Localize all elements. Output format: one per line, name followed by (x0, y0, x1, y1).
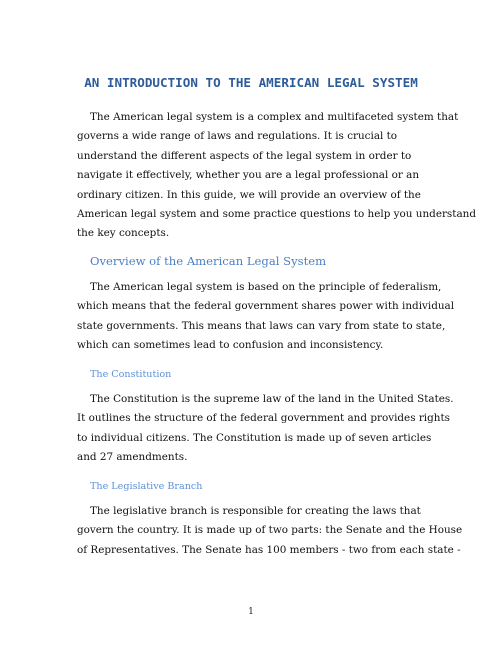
paragraph-line: The American legal system is a complex and multifaceted system that (90, 111, 459, 123)
paragraph-line: to individual citizens. The Constitution is made up of seven articles (77, 431, 432, 444)
paragraph-line: which means that the federal government shares power with individual (77, 300, 455, 313)
paragraph-line: of Representatives. The Senate has 100 members - two from each state - (77, 543, 461, 556)
paragraph-line: govern the country. It is made up of two parts: the Senate and the House (77, 524, 463, 537)
paragraph-line: The Constitution is the supreme law of the land in the United States. (90, 393, 454, 405)
intro-paragraph (77, 108, 476, 244)
document-title: AN INTRODUCTION TO THE AMERICAN LEGAL SYSTEM (84, 75, 418, 90)
section-heading-constitution: The Constitution (90, 369, 172, 380)
legislative-paragraph (77, 502, 463, 560)
paragraph-line: navigate it effectively, whether you are a legal professional or an (77, 169, 420, 182)
paragraph-line: understand the different aspects of the legal system in order to (77, 149, 412, 162)
paragraph-line: The legislative branch is responsible for creating the laws that (90, 505, 421, 517)
section-heading-overview: Overview of the American Legal System (90, 254, 327, 268)
paragraph-line: The American legal system is based on the principle of federalism, (90, 281, 442, 293)
paragraph-line: and 27 amendments. (77, 451, 188, 464)
paragraph-line: the key concepts. (77, 227, 170, 240)
paragraph-line: state governments. This means that laws can vary from state to state, (77, 319, 446, 332)
section-heading-legislative: The Legislative Branch (90, 481, 203, 492)
constitution-paragraph (77, 390, 454, 468)
overview-paragraph (77, 278, 455, 356)
paragraph-line: It outlines the structure of the federal government and provides rights (77, 412, 450, 425)
paragraph-line: American legal system and some practice questions to help you understand (77, 208, 476, 221)
page-number: 1 (248, 607, 254, 617)
paragraph-line: which can sometimes lead to confusion and inconsistency. (77, 339, 384, 352)
paragraph-line: governs a wide range of laws and regulations. It is crucial to (77, 130, 398, 143)
paragraph-line: ordinary citizen. In this guide, we will provide an overview of the (77, 188, 421, 201)
